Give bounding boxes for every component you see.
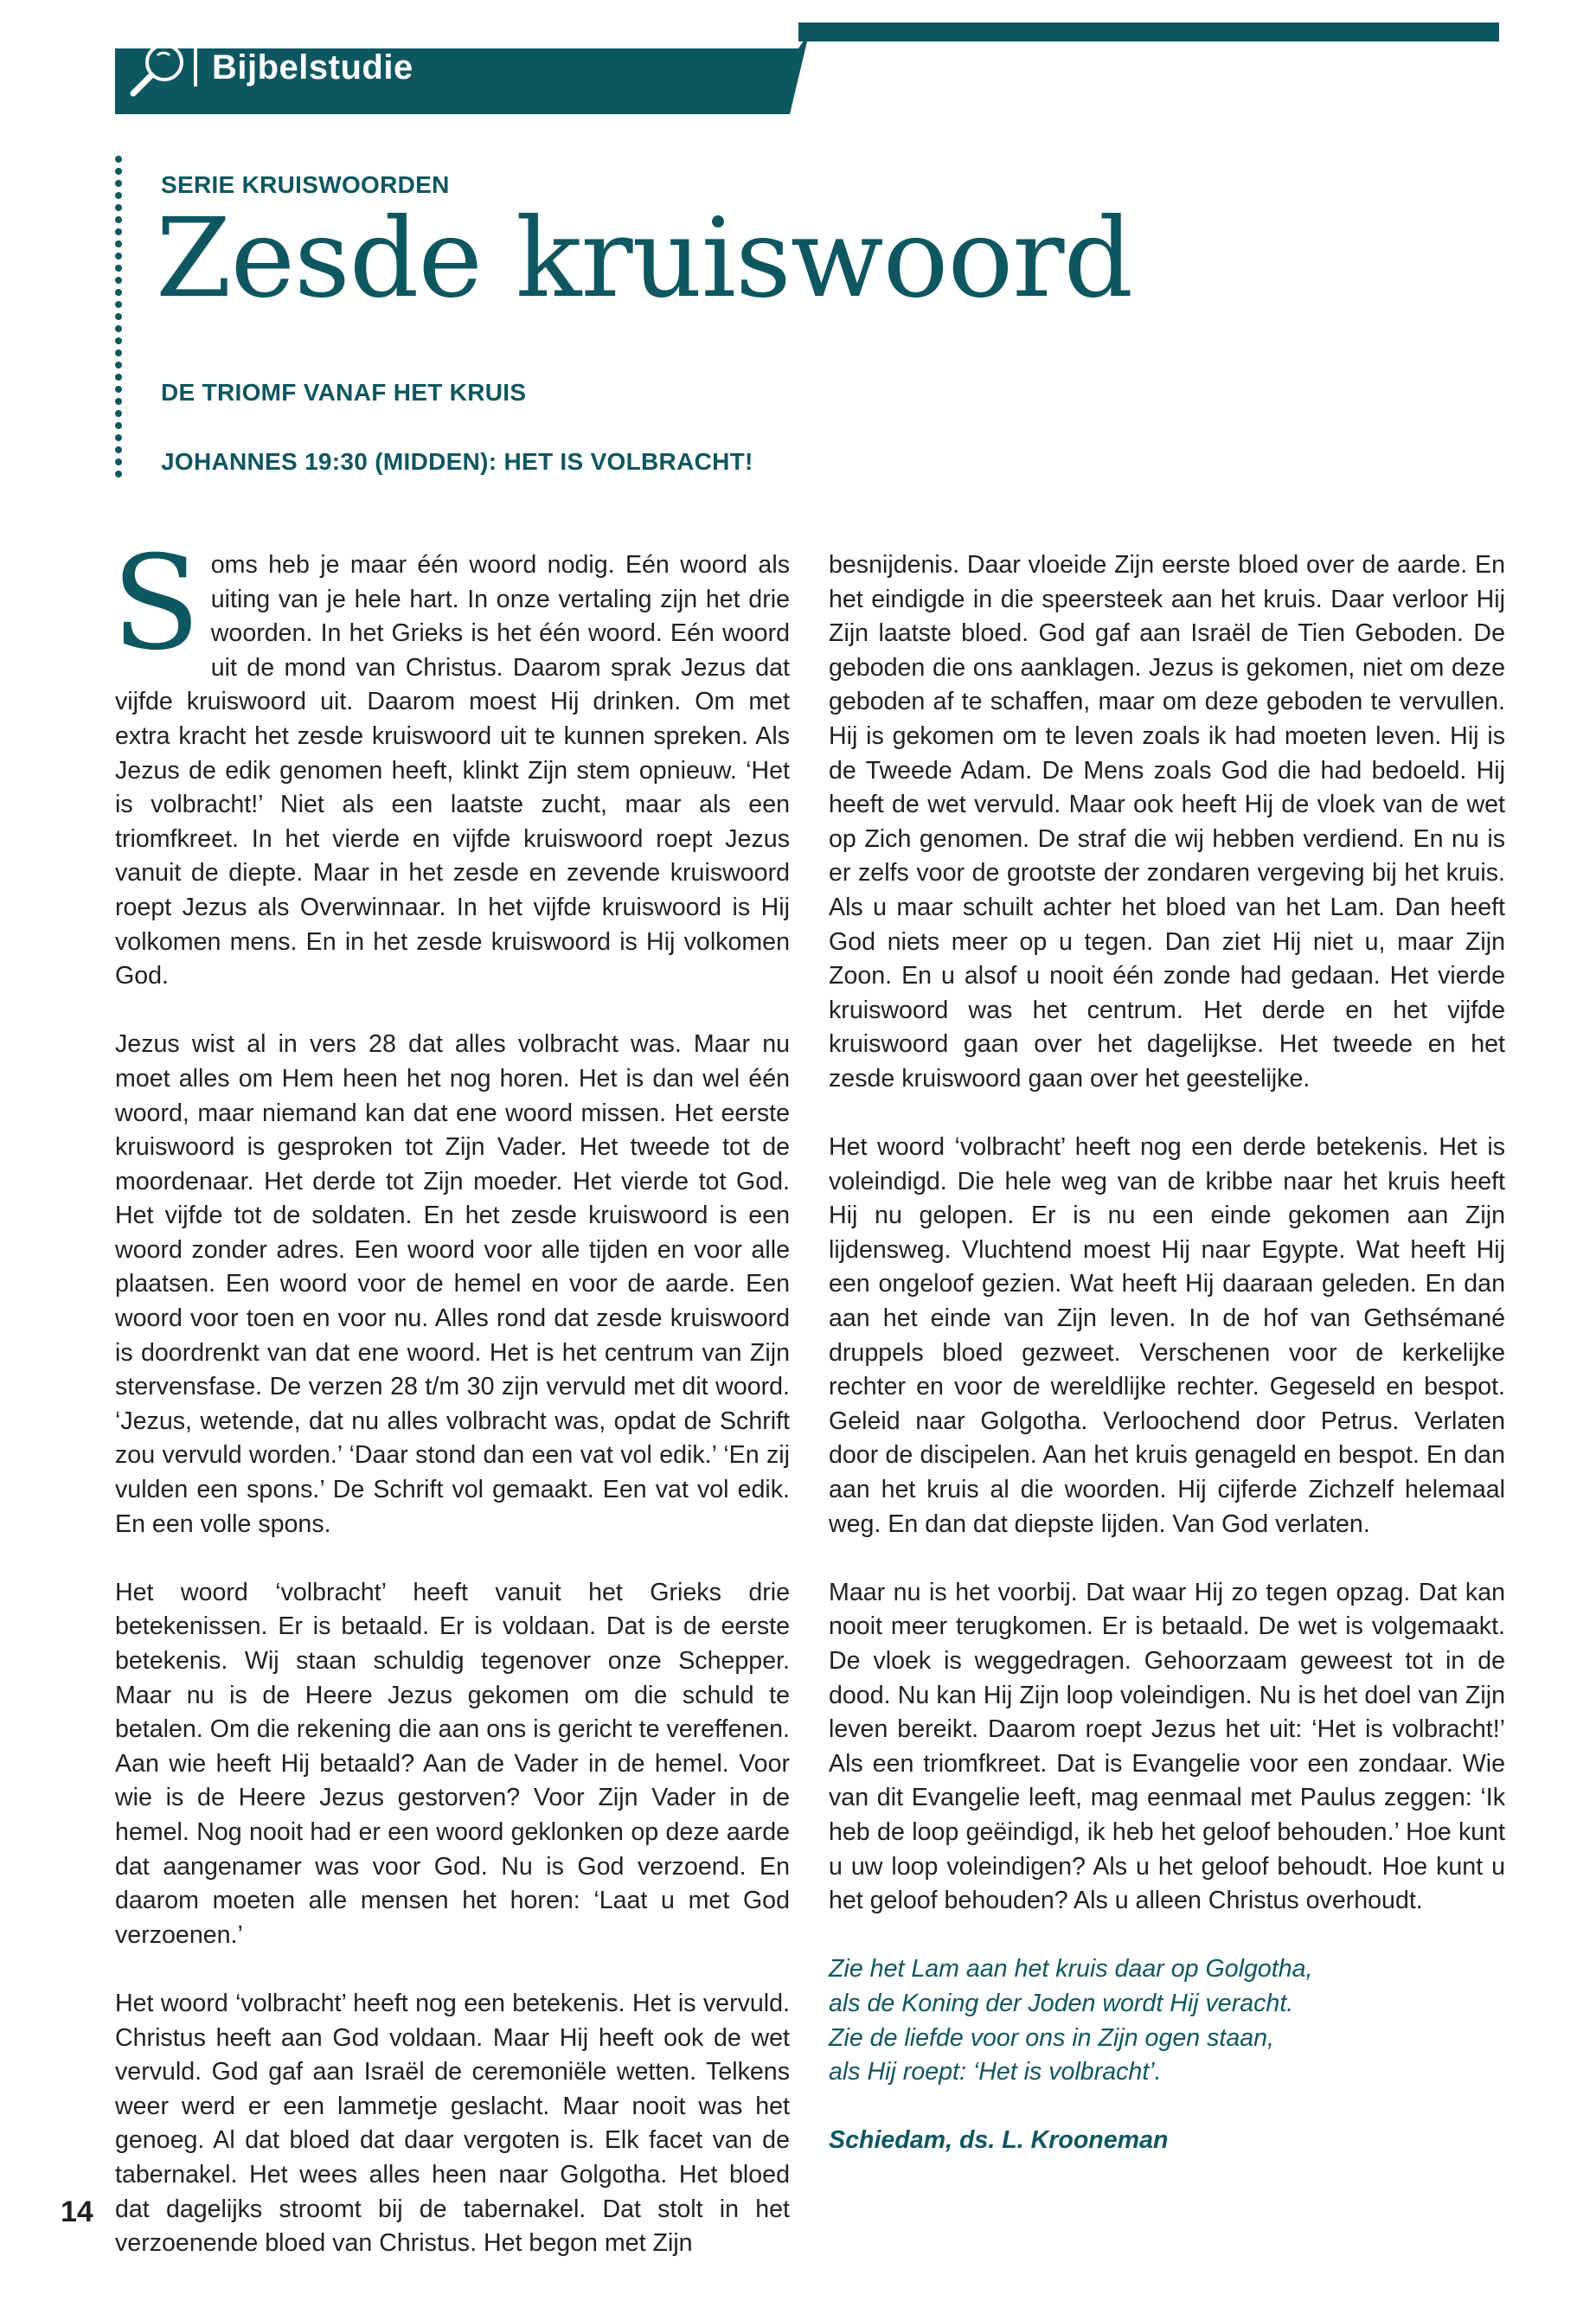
body-paragraph: Maar nu is het voorbij. Dat waar Hij zo tegen opzag. Dat kan nooit meer terugkomen. Er is betaald. De wet is volgemaakt. De vloek is weggedragen. Gehoorzaam geweest tot in de dood. Nu kan Hij Zijn loop voleindigen. Nu is het doel van Zijn leven bereikt. Daarom roept Jezus het uit: ‘Het is volbracht!’ Als een triomfkreet. Dat is Evangelie voor een zondaar. Wie van dit Evangelie leeft, mag eenmaal met Paulus zeggen: ‘Ik heb de loop geëindigd, ik heb het geloof behouden.’ Hoe kunt u uw loop voleindigen? Als u het geloof behoudt. Hoe kunt u het geloof behouden? Als u alleen Christus overhoudt. <box>829 1578 1505 1915</box>
header-separator <box>194 47 197 87</box>
poem-line: als de Koning der Joden wordt Hij veracht. <box>829 1989 1294 2017</box>
poem-line: als Hij roept: ‘Het is volbracht’. <box>829 2058 1162 2086</box>
dotted-rule <box>112 154 125 483</box>
scripture-reference: JOHANNES 19:30 (MIDDEN): HET IS VOLBRACHT! <box>161 448 753 475</box>
article-subtitle: DE TRIOMF VANAF HET KRUIS <box>161 379 527 406</box>
author-signature: Schiedam, ds. L. Krooneman <box>829 2126 1169 2155</box>
poem-line: Zie het Lam aan het kruis daar op Golgotha, <box>829 1955 1313 1984</box>
body-paragraph: Het woord ‘volbracht’ heeft nog een derde betekenis. Het is voleindigd. Die hele weg van de kribbe naar het kruis heeft Hij nu gelopen. Er is nu een einde gekomen aan Zijn lijdensweg. Vluchtend moest Hij naar Egypte. Wat heeft Hij een ongeloof gezien. Wat heeft Hij daaraan geleden. En dan aan het einde van Zijn leven. In de hof van Gethsémané druppels bloed gezweet. Verschenen voor de kerkelijke rechter en voor de wereldlijke rechter. Gegeseld en bespot. Geleid naar Golgotha. Verloochend door Petrus. Verlaten door de discipelen. Aan het kruis genageld en bespot. En dan aan het kruis al die woorden. Hij cijferde Zichzelf helemaal weg. En dan dat diepste lijden. Van God verlaten. <box>829 1133 1505 1538</box>
series-label: SERIE KRUISWOORDEN <box>161 171 450 198</box>
article-title: Zesde kruiswoord <box>156 195 1133 322</box>
body-paragraph: Het woord ‘volbracht’ heeft vanuit het Grieks drie betekenissen. Er is betaald. Er is voldaan. Dat is de eerste betekenis. Wij staan schuldig tegenover onze Schepper. Maar nu is de Heere Jezus gekomen om die schuld te betalen. Om die rekening die aan ons is gericht te vereffenen. Aan wie heeft Hij betaald? Aan de Vader in de hemel. Voor wie is de Heere Jezus gestorven? Voor Zijn Vader in de hemel. Nog nooit had er een woord geklonken op deze aarde dat aangenamer was voor God. Nu is God verzoend. En daarom moeten alle mensen het horen: ‘Laat u met God verzoenen.’ <box>115 1578 790 1949</box>
body-paragraph: Jezus wist al in vers 28 dat alles volbracht was. Maar nu moet alles om Hem heen het nog horen. Het is dan wel één woord, maar niemand kan dat ene woord missen. Het eerste kruiswoord is gesproken tot Zijn Vader. Het tweede tot de moordenaar. Het derde tot Zijn moeder. Het vierde tot God. Het vijfde tot de soldaten. En het zesde kruiswoord is een woord zonder adres. Een woord voor alle tijden en voor alle plaatsen. Een woord voor de hemel en voor de aarde. Een woord voor toen en voor nu. Alles rond dat zesde kruiswoord is doordrenkt van dat ene woord. Het is het centrum van Zijn stervensfase. De verzen 28 t/m 30 zijn vervuld met dit woord. ‘Jezus, wetende, dat nu alles volbracht was, opdat de Schrift zou vervuld worden.’ ‘Daar stond dan een vat vol edik.’ ‘En zij vulden een spons.’ De Schrift vol gemaakt. Een vat vol edik. En een volle spons. <box>115 1030 790 1538</box>
intro-text: oms heb je maar één woord nodig. Eén woord als uiting van je hele hart. In onze vertaling zijn het drie woorden. In het Grieks is het één woord. Eén woord uit de mond van Christus. Daarom sprak Jezus dat vijfde kruiswoord uit. Daarom moest Hij drinken. Om met extra kracht het zesde kruiswoord uit te kunnen spreken. Als Jezus de edik genomen heeft, klinkt Zijn stem opnieuw. ‘Het is volbracht!’ Niet als een laatste zucht, maar als een triomfkreet. In het vierde en vijfde kruiswoord roept Jezus vanuit de diepte. Maar in het zesde en zevende kruiswoord roept Jezus als Overwinnaar. In het vijfde kruiswoord is Hij volkomen mens. En in het zesde kruiswoord is Hij volkomen God. <box>115 551 790 990</box>
body-paragraph: Het woord ‘volbracht’ heeft nog een betekenis. Het is vervuld. Christus heeft aan God voldaan. Maar Hij heeft ook de wet vervuld. God gaf aan Israël de ceremoniële wetten. Telkens weer werd er een lammetje geslacht. Maar nooit was het genoeg. Al dat bloed dat daar vergoten is. Elk facet van de tabernakel. Het wees alles heen naar Golgotha. Het bloed dat dagelijks stroomt bij de tabernakel. Dat stolt in het verzoenende bloed van Christus. Het begon met Zijn <box>115 1989 790 2258</box>
poem-line: Zie de liefde voor ons in Zijn ogen staan, <box>829 2023 1274 2052</box>
poem <box>829 1952 1505 2089</box>
magnifier-icon <box>126 36 190 100</box>
right-column <box>829 548 1505 2158</box>
page-number: 14 <box>61 2195 93 2228</box>
drop-cap: S <box>112 529 201 679</box>
section-label: Bijbelstudie <box>212 48 413 87</box>
left-column <box>112 529 790 2295</box>
body-paragraph: besnijdenis. Daar vloeide Zijn eerste bloed over de aarde. En het eindigde in die speersteek aan het kruis. Daar verloor Hij Zijn laatste bloed. God gaf aan Israël de Tien Geboden. De geboden die ons aanklagen. Jezus is gekomen, niet om deze geboden af te schaffen, maar om deze geboden te vervullen. Hij is gekomen om te leven zoals ik had moeten leven. Hij is de Tweede Adam. De Mens zoals God die had bedoeld. Hij heeft de wet vervuld. Maar ook heeft Hij de vloek van de wet op Zich genomen. De straf die wij hebben verdiend. En nu is er zelfs voor de grootste der zondaren vergeving bij het kruis. Als u maar schuilt achter het bloed van het Lam. Dan heeft God niets meer op u tegen. Dan ziet Hij niet u, maar Zijn Zoon. En u alsof u nooit één zonde had gedaan. Het vierde kruiswoord was het centrum. Het derde en het vijfde kruiswoord gaan over het dagelijkse. Het tweede en het zesde kruiswoord gaan over het geestelijke. <box>829 551 1505 1093</box>
intro-paragraph <box>112 529 790 994</box>
